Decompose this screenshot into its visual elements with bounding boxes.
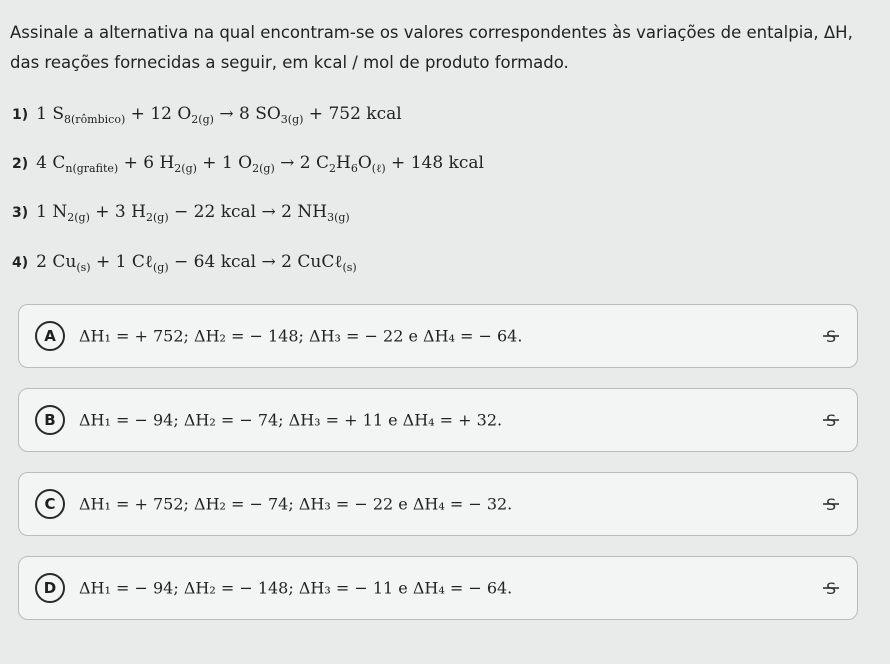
option-letter[interactable]: A: [35, 321, 65, 351]
option-a[interactable]: [18, 304, 858, 368]
svg-text:S: S: [826, 327, 837, 345]
option-c[interactable]: [18, 472, 858, 536]
option-d[interactable]: [18, 556, 858, 620]
svg-text:S: S: [826, 495, 837, 513]
option-text: ΔH₁ = − 94; ΔH₂ = − 74; ΔH₃ = + 11 e ΔH₄ = + 32.: [79, 410, 503, 430]
reaction-equation: 1 $N_{2(g)} + 3$ $H_{2(g)} - 22$ kcal → 2 $NH_{3(g)}$: [36, 202, 350, 224]
option-text: ΔH₁ = + 752; ΔH₂ = − 74; ΔH₃ = − 22 e ΔH₄ = − 32.: [79, 494, 513, 514]
reaction-number: 3): [12, 205, 29, 221]
reaction-number: 1): [12, 107, 29, 123]
reaction-1: [12, 100, 402, 130]
strikethrough-s-icon[interactable]: [823, 411, 839, 429]
strikethrough-s-icon[interactable]: [823, 579, 839, 597]
reaction-equation: 4 $C_{n(grafite)} + 6$ $H_{2(g)} + 1$ $O_{2(g)} \to 2$ $C_2H_6O_{(\ell)} + 148$ kcal: [36, 153, 484, 175]
reaction-3: [12, 198, 350, 228]
svg-text:S: S: [826, 411, 837, 429]
strikethrough-s-icon[interactable]: [823, 495, 839, 513]
reaction-2: [12, 149, 484, 179]
reaction-number: 4): [12, 255, 29, 271]
option-text: ΔH₁ = − 94; ΔH₂ = − 148; ΔH₃ = − 11 e ΔH₄ = − 64.: [79, 578, 513, 598]
option-b[interactable]: [18, 388, 858, 452]
option-text: ΔH₁ = + 752; ΔH₂ = − 148; ΔH₃ = − 22 e ΔH₄ = − 64.: [79, 326, 523, 346]
reaction-equation: 1 $S_{8(rômbico)} + 12$ $O_{2(g)} \to 8$ $SO_{3(g)} + 752$ kcal: [36, 104, 402, 126]
option-letter[interactable]: D: [35, 573, 65, 603]
reaction-number: 2): [12, 156, 29, 172]
strikethrough-s-icon[interactable]: [823, 327, 839, 345]
reaction-4: [12, 248, 357, 278]
question-text: Assinale a alternativa na qual encontram-se os valores correspondentes às variações de entalpia, ΔH, das reações fornecidas a seguir, em kcal / mol de produto formado.: [10, 23, 853, 72]
option-letter[interactable]: B: [35, 405, 65, 435]
option-letter[interactable]: C: [35, 489, 65, 519]
svg-text:S: S: [826, 579, 837, 597]
reaction-equation: 2 $Cu_{(s)} + 1$ Cℓ$_{(g)}$ − 64 kcal → 2 CuCℓ$_{(s)}$: [36, 252, 357, 274]
